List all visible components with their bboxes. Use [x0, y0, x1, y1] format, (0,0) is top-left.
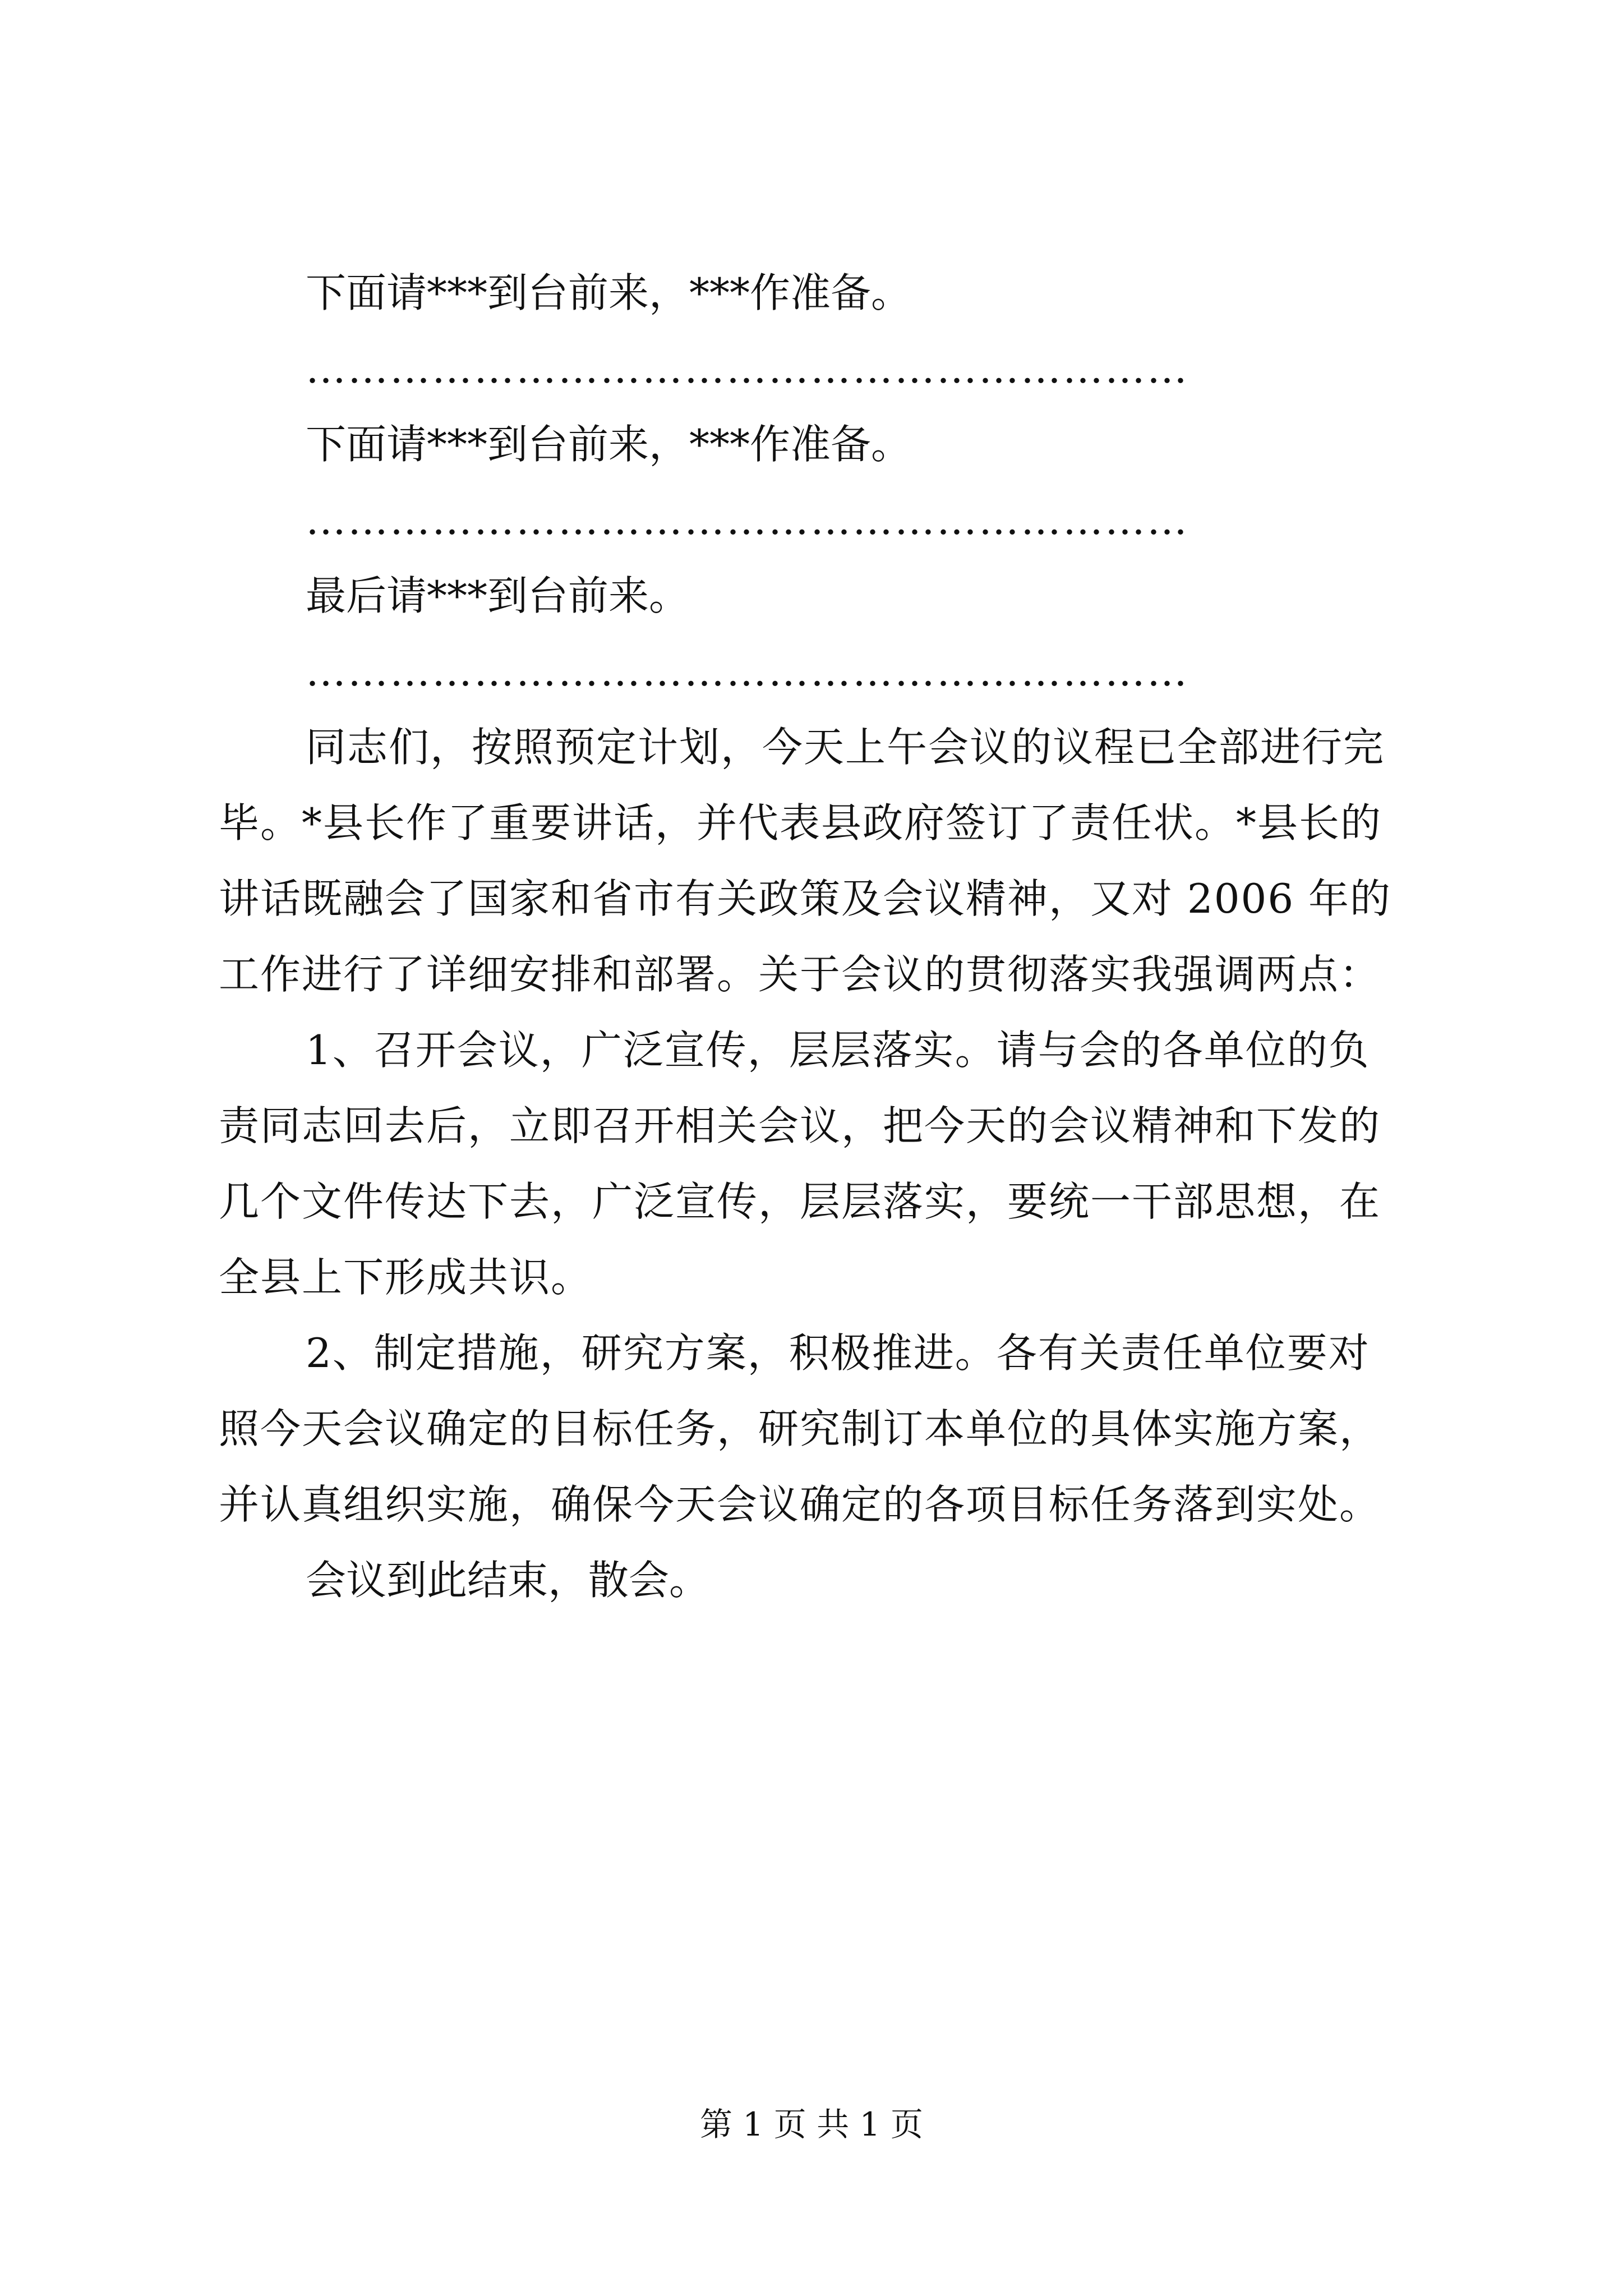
text-line: 2、制定措施，研究方案，积极推进。各有关责任单位要对: [306, 1329, 1370, 1377]
ellipsis-line: ………………………………………………………: [306, 345, 1189, 392]
text-line: 下面请***到台前来，***作准备。: [306, 421, 912, 468]
text-line: 讲话既融会了国家和省市有关政策及会议精神，又对 2006 年的: [219, 875, 1392, 922]
text-line: 毕。*县长作了重要讲话，并代表县政府签订了责任状。*县长的: [219, 799, 1382, 846]
text-line: 同志们，按照预定计划，今天上午会议的议程已全部进行完: [306, 724, 1385, 771]
text-line: 最后请***到台前来。: [306, 572, 690, 619]
ellipsis-line: ………………………………………………………: [306, 496, 1189, 544]
closing-line: 会议到此结束，散会。: [306, 1557, 710, 1604]
text-line: 几个文件传达下去，广泛宣传，层层落实，要统一干部思想，在: [219, 1178, 1381, 1225]
text-line: 全县上下形成共识。: [219, 1254, 593, 1301]
text-line: 下面请***到台前来，***作准备。: [306, 269, 912, 316]
text-line: 1、召开会议，广泛宣传，层层落实。请与会的各单位的负: [306, 1027, 1370, 1074]
paragraph-point-2: [219, 1315, 1424, 1543]
paragraph-summary: [219, 710, 1424, 1013]
page-number-footer: 第 1 页 共 1 页: [700, 2105, 923, 2143]
document-body: [219, 255, 1424, 1618]
text-line: 照今天会议确定的目标任务，研究制订本单位的具体实施方案，: [219, 1405, 1381, 1452]
ellipsis-line: ………………………………………………………: [306, 648, 1189, 695]
text-line: 责同志回去后，立即召开相关会议，把今天的会议精神和下发的: [219, 1102, 1381, 1149]
text-line: 并认真组织实施，确保今天会议确定的各项目标任务落到实处。: [219, 1481, 1381, 1528]
paragraph-point-1: [219, 1013, 1424, 1315]
text-line: 工作进行了详细安排和部署。关于会议的贯彻落实我强调两点：: [219, 951, 1381, 998]
